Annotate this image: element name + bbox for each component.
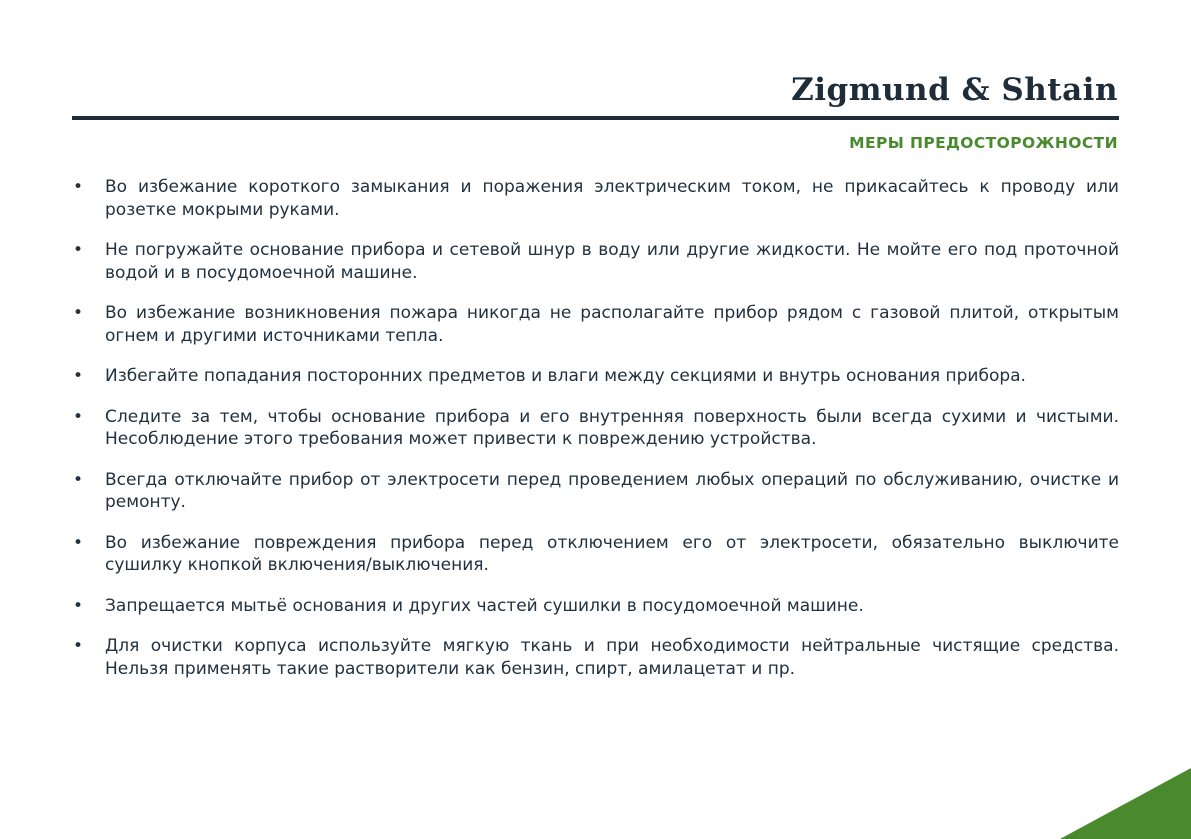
list-item — [72, 176, 1119, 221]
bullet-icon: • — [72, 532, 84, 553]
list-item-text: Не погружайте основание прибора и сетевой шнур в воду или другие жидкости. Не мойте его под проточной водой и в посудомоечной машине. — [105, 240, 1119, 283]
bullet-icon: • — [72, 636, 84, 656]
corner-triangle-shape — [1060, 768, 1191, 839]
bullet-icon: • — [72, 240, 84, 260]
list-item — [72, 635, 1119, 680]
list-item-text: Во избежание короткого замыкания и поражения электрическим током, не прикасайтесь к проводу или розетке мокрыми руками. — [105, 177, 1119, 220]
bullet-icon: • — [72, 469, 84, 490]
list-item-text: Всегда отключайте прибор от электросети перед проведением любых операций по обслуживанию, очистке и ремонту. — [105, 469, 1119, 512]
header-divider — [72, 116, 1119, 120]
list-item-text: Избегайте попадания посторонних предметов и влаги между секциями и внутрь основания прибора. — [105, 366, 1026, 386]
section-title: МЕРЫ ПРЕДОСТОРОЖНОСТИ — [849, 134, 1118, 152]
list-item — [72, 239, 1119, 284]
list-item — [72, 532, 1119, 577]
list-item-text: Запрещается мытьё основания и других частей сушилки в посудомоечной машине. — [105, 595, 864, 616]
bullet-icon: • — [72, 303, 84, 323]
corner-triangle-decoration — [1060, 768, 1191, 839]
list-item — [72, 469, 1119, 514]
list-item-text: Во избежание повреждения прибора перед отключением его от электросети, обязательно выключите сушилку кнопкой включения/выключения. — [105, 532, 1119, 575]
list-item — [72, 595, 1119, 618]
bullet-icon: • — [72, 406, 84, 427]
list-item — [72, 302, 1119, 347]
bullet-icon: • — [72, 366, 84, 386]
bullet-icon: • — [72, 177, 84, 197]
bullet-icon: • — [72, 595, 84, 616]
list-item-text: Во избежание возникновения пожара никогда не располагайте прибор рядом с газовой плитой, открытым огнем и другими источниками тепла. — [105, 303, 1119, 346]
list-item-text: Следите за тем, чтобы основание прибора и его внутренняя поверхность были всегда сухими и чистыми. Несоблюдение этого требования может привести к повреждению устройства. — [105, 406, 1119, 449]
list-item — [72, 365, 1119, 388]
list-item — [72, 406, 1119, 451]
precautions-list — [72, 176, 1119, 698]
brand-logo: Zigmund & Shtain — [791, 72, 1118, 108]
list-item-text: Для очистки корпуса используйте мягкую ткань и при необходимости нейтральные чистящие средства. Нельзя применять такие растворители как бензин, спирт, амилацетат и пр. — [105, 636, 1119, 679]
